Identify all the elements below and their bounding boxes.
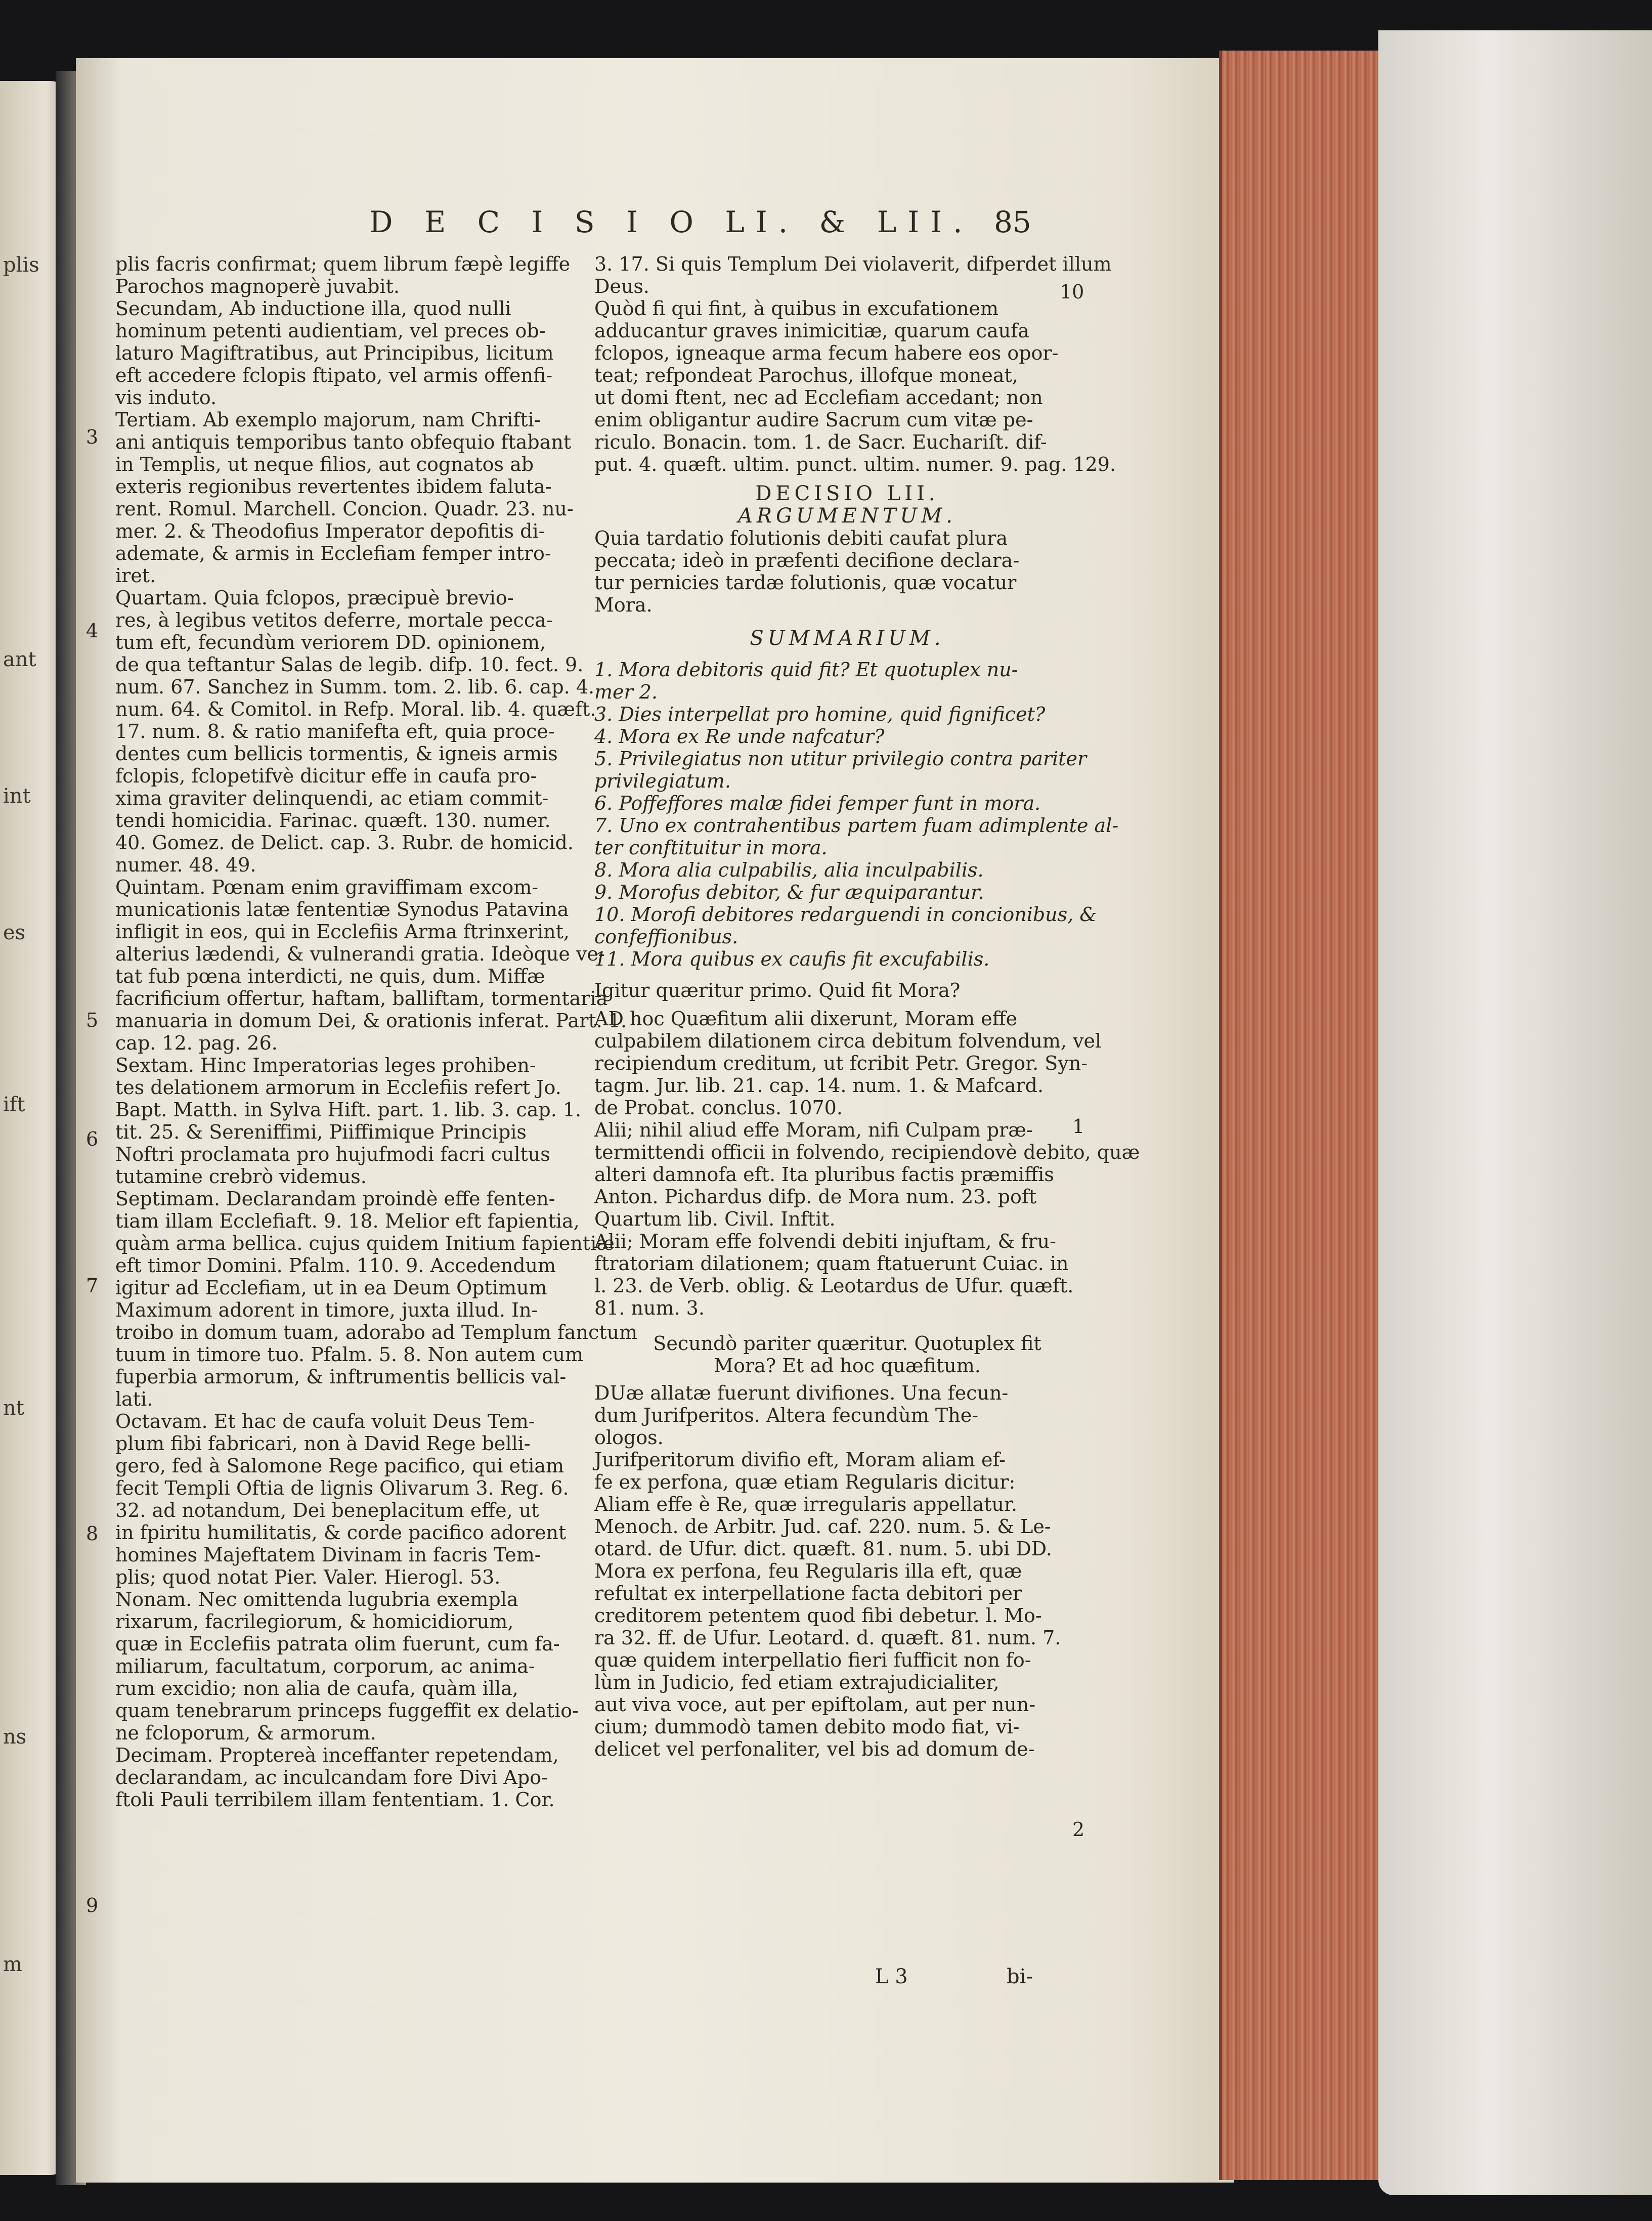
text-line: enim obligantur audire Sacrum cum vitæ pe- — [594, 409, 1033, 431]
text-line: 40. Gomez. de Delict. cap. 3. Rubr. de homicid. — [115, 832, 574, 854]
text-line: tiam illam Ecclefiaft. 9. 18. Melior eft fapientia, — [115, 1210, 580, 1232]
text-line: Quia tardatio folutionis debiti caufat plura — [594, 527, 1008, 549]
text-line: Quintam. Pœnam enim graviffimam excom- — [115, 876, 539, 898]
margin-number: 10 — [1060, 281, 1084, 303]
text-line: 81. num. 3. — [594, 1297, 705, 1319]
text-line: otard. de Ufur. dict. quæft. 81. num. 5. ubi DD. — [594, 1538, 1052, 1560]
text-line: 11. Mora quibus ex caufis fit excufabilis. — [594, 948, 990, 970]
margin-number: 6 — [86, 1128, 99, 1150]
text-line: quam tenebrarum princeps fuggeffit ex delatio- — [115, 1700, 579, 1722]
facing-text-fragment: ns — [3, 1725, 27, 1749]
text-line: ter conftituitur in mora. — [594, 837, 828, 859]
facing-text-fragment: es — [3, 921, 26, 944]
right-column — [594, 253, 1140, 1760]
text-line: fuperbia armorum, & inftrumentis bellicis val- — [115, 1366, 567, 1388]
text-line: Secundò pariter quæritur. Quotuplex fit — [653, 1332, 1041, 1355]
margin-number: 3 — [86, 426, 99, 448]
text-line: plis facris confirmat; quem librum fæpè legiffe — [115, 253, 571, 275]
text-line: 7. Uno ex contrahentibus partem fuam adimplente al- — [594, 814, 1119, 837]
text-line: Quòd fi qui fint, à quibus in excufationem — [594, 297, 999, 320]
text-line: Quartam. Quia fclopos, præcipuè brevio- — [115, 587, 514, 609]
text-line: Noftri proclamata pro hujufmodi facri cultus — [115, 1143, 550, 1165]
question-two — [594, 1332, 1100, 1377]
text-line: ologos. — [594, 1426, 664, 1449]
text-line: fe ex perfona, quæ etiam Regularis dicitur: — [594, 1471, 1016, 1493]
text-line: rixarum, facrilegiorum, & homicidiorum, — [115, 1610, 514, 1633]
text-line: Decimam. Proptereà inceffanter repetendam, — [115, 1744, 559, 1766]
text-line: Anton. Pichardus difp. de Mora num. 23. poft — [594, 1186, 1037, 1208]
facing-text-fragment: m — [3, 1953, 22, 1976]
text-line: peccata; ideò in præfenti decifione declara- — [594, 549, 1020, 572]
text-line: rum excidio; non alia de caufa, quàm illa, — [115, 1677, 518, 1700]
text-line: tutamine crebrò videmus. — [115, 1165, 367, 1188]
text-line: tes delationem armorum in Ecclefiis refert Jo. — [115, 1076, 561, 1099]
answer-one — [594, 1008, 1140, 1319]
text-line: fclopos, igneaque arma fecum habere eos opor- — [594, 342, 1059, 364]
text-line: cap. 12. pag. 26. — [115, 1032, 278, 1054]
argumentum-heading: ARGUMENTUM. — [738, 504, 957, 528]
summarium-heading: SUMMARIUM. — [750, 627, 945, 650]
text-line: Mora ex perfona, feu Regularis illa eft, quæ — [594, 1560, 1022, 1582]
text-line: in Templis, ut neque filios, aut cognatos ab — [115, 453, 534, 475]
text-line: ani antiquis temporibus tanto obfequio ftabant — [115, 431, 572, 453]
text-line: 3. 17. Si quis Templum Dei violaverit, difperdet illum — [594, 253, 1112, 275]
text-line: vis induto. — [115, 386, 217, 409]
text-line: Aliam effe è Re, quæ irregularis appellatur. — [594, 1493, 1018, 1515]
facing-text-fragment: nt — [3, 1397, 24, 1420]
text-line: de qua teftantur Salas de legib. difp. 10. fect. 9. — [115, 654, 584, 676]
text-line: numer. 48. 49. — [115, 854, 256, 876]
text-line: exteris regionibus revertentes ibidem faluta- — [115, 475, 552, 498]
text-line: 6. Poffeffores malæ fidei femper funt in mora. — [594, 792, 1041, 814]
text-line: privilegiatum. — [594, 770, 731, 792]
text-line: Parochos magnoperè juvabit. — [115, 275, 400, 297]
margin-number: 1 — [1072, 1115, 1085, 1138]
running-head: D E C I S I O LI. & LII. — [369, 205, 974, 239]
text-line: mer. 2. & Theodofius Imperator depofitis di- — [115, 520, 545, 542]
text-line: tur pernicies tardæ folutionis, quæ vocatur — [594, 572, 1017, 594]
page-number: 85 — [994, 205, 1031, 239]
text-line: alteri damnofa eft. Ita pluribus factis præmiffis — [594, 1163, 1054, 1186]
text-line: dentes cum bellicis tormentis, & igneis armis — [115, 743, 558, 765]
text-line: infligit in eos, qui in Ecclefiis Arma ftrinxerint, — [115, 921, 570, 943]
mounting-cloth — [1378, 30, 1652, 2195]
facing-text-fragment: ift — [3, 1093, 25, 1116]
margin-number: 5 — [86, 1009, 99, 1031]
text-line: confeffionibus. — [594, 926, 738, 948]
text-line: fecit Templi Oftia de lignis Olivarum 3. Reg. 6. — [115, 1477, 569, 1499]
text-line: 3. Dies interpellat pro homine, quid fignificet? — [594, 703, 1046, 725]
catchword: bi- — [1007, 1965, 1033, 1988]
text-line: res, à legibus vetitos deferre, mortale pecca- — [115, 609, 553, 631]
text-line: riculo. Bonacin. tom. 1. de Sacr. Euchariſt. dif- — [594, 431, 1047, 453]
text-line: tit. 25. & Sereniffimi, Piiffimique Principis — [115, 1121, 527, 1143]
text-line: ra 32. ff. de Ufur. Leotard. d. quæft. 81. num. 7. — [594, 1627, 1061, 1649]
text-line: 5. Privilegiatus non utitur privilegio contra pariter — [594, 748, 1087, 770]
summarium-list — [594, 659, 1119, 970]
text-line: Jurifperitorum divifio eft, Moram aliam ef- — [594, 1449, 1006, 1471]
text-line: quæ in Ecclefiis patrata olim fuerunt, cum fa- — [115, 1633, 560, 1655]
text-line: termittendi officii in folvendo, recipiendovè debito, quæ — [594, 1141, 1140, 1163]
text-line: tuum in timore tuo. Pfalm. 5. 8. Non autem cum — [115, 1343, 583, 1366]
text-line: dum Jurifperitos. Altera fecundùm The- — [594, 1404, 979, 1426]
margin-number: 7 — [86, 1275, 99, 1297]
text-line: tum eft, fecundùm veriorem DD. opinionem, — [115, 631, 546, 654]
text-line: tagm. Jur. lib. 21. cap. 14. num. 1. & Mafcard. — [594, 1074, 1044, 1097]
text-line: cium; dummodò tamen debito modo fiat, vi- — [594, 1716, 1020, 1738]
text-line: tat fub pœna interdicti, ne quis, dum. Miffæ — [115, 965, 545, 987]
text-line: fclopis, fclopetifvè dicitur effe in caufa pro- — [115, 765, 537, 787]
text-line: manuaria in domum Dei, & orationis inferat. Part. 1. — [115, 1010, 627, 1032]
text-line: eft accedere fclopis ftipato, vel armis offenfi- — [115, 364, 553, 386]
text-line: culpabilem dilationem circa debitum folvendum, vel — [594, 1030, 1102, 1052]
text-line: Alii; Moram effe folvendi debiti injuftam, & fru- — [594, 1230, 1056, 1252]
text-line: 1. Mora debitoris quid fit? Et quotuplex nu- — [594, 659, 1018, 681]
text-line: creditorem petentem quod fibi debetur. l. Mo- — [594, 1604, 1042, 1627]
text-line: quàm arma bellica. cujus quidem Initium fapientiæ — [115, 1232, 615, 1254]
signature-mark: L 3 — [875, 1965, 908, 1988]
facing-text-fragment: ant — [3, 648, 36, 671]
text-line: aut viva voce, aut per epiftolam, aut per nun- — [594, 1693, 1036, 1716]
text-line: in fpiritu humilitatis, & corde pacifico adorent — [115, 1521, 567, 1544]
text-line: laturo Magiftratibus, aut Principibus, licitum — [115, 342, 554, 364]
facing-text-fragment: plis — [3, 253, 39, 277]
margin-number: 9 — [86, 1894, 99, 1917]
text-line: ne fcloporum, & armorum. — [115, 1722, 376, 1744]
text-line: 10. Morofi debitores redarguendi in concionibus, & — [594, 903, 1097, 926]
text-line: ftratoriam dilationem; quam ftatuerunt Cuiac. in — [594, 1252, 1069, 1275]
text-line: municationis latæ fententiæ Synodus Patavina — [115, 898, 569, 921]
text-line: lati. — [115, 1388, 153, 1410]
text-line: 32. ad notandum, Dei beneplacitum effe, ut — [115, 1499, 539, 1521]
text-line: eft timor Domini. Pfalm. 110. 9. Accedendum — [115, 1254, 556, 1277]
text-line: teat; refpondeat Parochus, illofque moneat, — [594, 364, 1018, 386]
text-line: quæ quidem interpellatio fieri fufficit non fo- — [594, 1649, 1031, 1671]
text-line: Maximum adorent in timore, juxta illud. In- — [115, 1299, 538, 1321]
text-line: AD hoc Quæfitum alii dixerunt, Moram effe — [594, 1008, 1018, 1030]
text-line: homines Majeftatem Divinam in facris Tem- — [115, 1544, 541, 1566]
text-line: igitur ad Ecclefiam, ut in ea Deum Optimum — [115, 1277, 547, 1299]
text-line: l. 23. de Verb. oblig. & Leotardus de Ufur. quæft. — [594, 1275, 1074, 1297]
text-line: plum fibi fabricari, non à David Rege belli- — [115, 1432, 531, 1455]
text-line: xima graviter delinquendi, ac etiam commit- — [115, 787, 549, 809]
text-line: troibo in domum tuam, adorabo ad Templum fanctum — [115, 1321, 638, 1343]
margin-number: 4 — [86, 620, 99, 642]
text-line: 9. Morofus debitor, & fur æquiparantur. — [594, 881, 984, 903]
facing-text-fragment: int — [3, 785, 31, 808]
text-line: Mora. — [594, 594, 653, 616]
text-line: ut domi ftent, nec ad Ecclefiam accedant; non — [594, 386, 1043, 409]
text-line: de Probat. conclus. 1070. — [594, 1097, 843, 1119]
text-line: put. 4. quæft. ultim. punct. ultim. numer. 9. pag. 129. — [594, 453, 1116, 475]
text-line: alterius lædendi, & vulnerandi gratia. Ideòque ve- — [115, 943, 605, 965]
text-line: DUæ allatæ fuerunt divifiones. Una fecun- — [594, 1382, 1009, 1404]
text-line: refultat ex interpellatione facta debitori per — [594, 1582, 1022, 1604]
text-line: gero, fed à Salomone Rege pacifico, qui etiam — [115, 1455, 564, 1477]
text-line: hominum petenti audientiam, vel preces ob- — [115, 320, 546, 342]
text-line: Tertiam. Ab exemplo majorum, nam Chrifti- — [115, 409, 541, 431]
text-line: rent. Romul. Marchell. Concion. Quadr. 23. nu- — [115, 498, 574, 520]
text-line: Deus. — [594, 275, 650, 297]
text-line: Septimam. Declarandam proindè effe fenten- — [115, 1188, 555, 1210]
text-line: Quartum lib. Civil. Inftit. — [594, 1208, 836, 1230]
text-line: num. 64. & Comitol. in Refp. Moral. lib. 4. quæft. — [115, 698, 596, 720]
decisio-heading: DECISIO LII. — [755, 482, 939, 505]
intro-text — [594, 253, 1116, 475]
text-line: tendi homicidia. Farinac. quæft. 130. numer. — [115, 809, 551, 832]
text-line: Mora? Et ad hoc quæfitum. — [714, 1355, 981, 1377]
text-line: Menoch. de Arbitr. Jud. caf. 220. num. 5. & Le- — [594, 1515, 1051, 1538]
text-line: ftoli Pauli terribilem illam fententiam. 1. Cor. — [115, 1789, 555, 1811]
text-line: Secundam, Ab inductione illa, quod nulli — [115, 297, 511, 320]
text-line: 17. num. 8. & ratio manifefta eft, quia proce- — [115, 720, 555, 743]
text-line: ademate, & armis in Ecclefiam femper intro- — [115, 542, 551, 564]
margin-number: 2 — [1072, 1818, 1085, 1841]
margin-number: 8 — [86, 1522, 99, 1545]
page-edges — [1219, 51, 1384, 2180]
text-line: iret. — [115, 564, 156, 587]
text-line: adducantur graves inimicitiæ, quarum caufa — [594, 320, 1029, 342]
text-line: recipiendum creditum, ut fcribit Petr. Gregor. Syn- — [594, 1052, 1088, 1074]
text-line: lùm in Judicio, fed etiam extrajudicialiter, — [594, 1671, 999, 1693]
text-line: miliarum, facultatum, corporum, ac anima- — [115, 1655, 535, 1677]
answer-two — [594, 1382, 1100, 1760]
text-line: 4. Mora ex Re unde nafcatur? — [594, 725, 885, 748]
text-line: Alii; nihil aliud effe Moram, nifi Culpam præ- — [594, 1119, 1033, 1141]
question-one: Igitur quæritur primo. Quid fit Mora? — [594, 979, 961, 1001]
text-line: plis; quod notat Pier. Valer. Hierogl. 53. — [115, 1566, 501, 1588]
text-line: facrificium offertur, haftam, balliftam, tormentaria — [115, 987, 608, 1010]
text-line: declarandam, ac inculcandam fore Divi Apo- — [115, 1766, 548, 1789]
text-line: Sextam. Hinc Imperatorias leges prohiben- — [115, 1054, 536, 1076]
text-line: num. 67. Sanchez in Summ. tom. 2. lib. 6. cap. 4. — [115, 676, 595, 698]
text-line: Nonam. Nec omittenda lugubria exempla — [115, 1588, 518, 1610]
text-line: mer 2. — [594, 681, 658, 703]
text-line: Octavam. Et hac de caufa voluit Deus Tem- — [115, 1410, 535, 1432]
text-line: 8. Mora alia culpabilis, alia inculpabilis. — [594, 859, 984, 881]
text-line: Bapt. Matth. in Sylva Hift. part. 1. lib. 3. cap. 1. — [115, 1099, 582, 1121]
argumentum-text — [594, 527, 1100, 616]
text-line: delicet vel perfonaliter, vel bis ad domum de- — [594, 1738, 1035, 1760]
